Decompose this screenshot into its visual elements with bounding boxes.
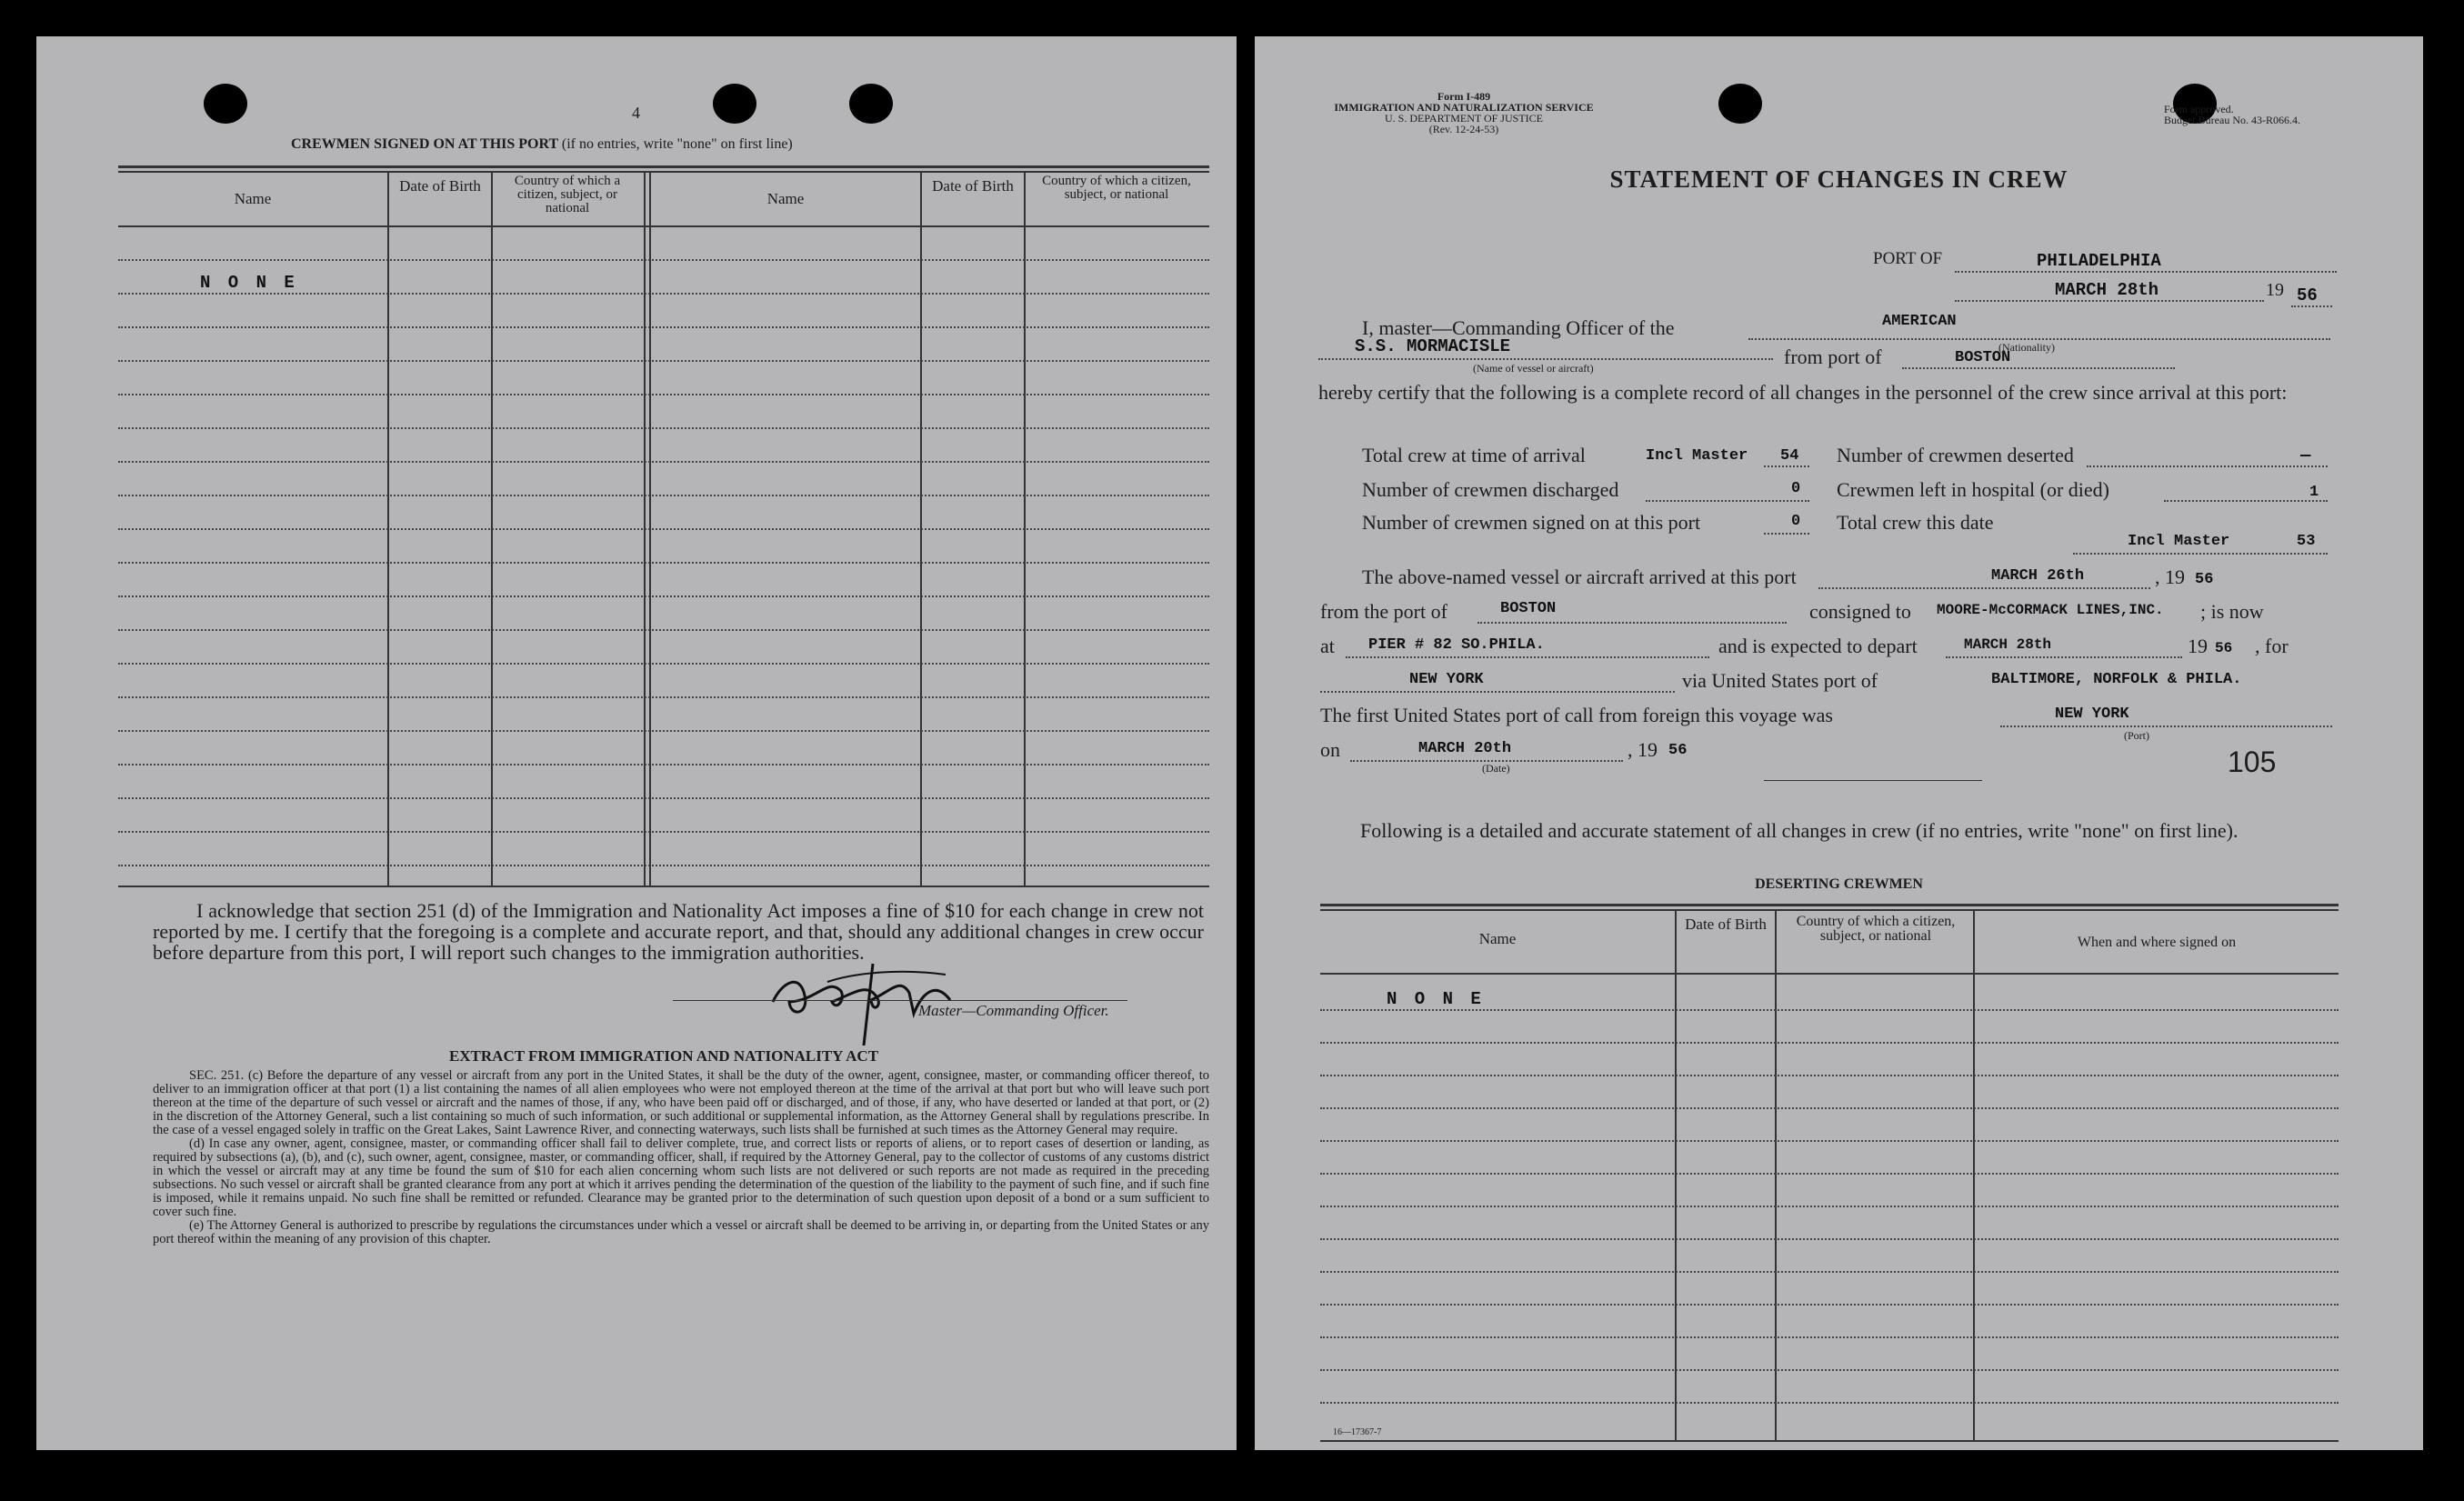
crew-on-entry: N O N E (200, 273, 298, 293)
certify-text: hereby certify that the following is a complete record of all changes in the personnel of the crew since arrival at this port: (1318, 381, 2288, 404)
discharged-label: Number of crewmen discharged (1362, 478, 1619, 501)
revision: (Rev. 12-24-53) (1428, 123, 1499, 135)
col-name-header: Name (234, 190, 272, 207)
port-caption: (Port) (2124, 729, 2149, 742)
acknowledgement-text: I acknowledge that section 251 (d) of the Immigration and Nationality Act imposes a fine of $10 for each change in crew not reported by me. I certify that the foregoing is a complete and accurate report, and that, should any additional changes in crew occur before departure from this port, I will report such changes to the immigration authorities. (153, 899, 1204, 964)
approval-note (2164, 104, 2300, 125)
col-country-header-2: Country of which a citizen, subject, or national (1042, 174, 1191, 202)
depart-label: and is expected to depart (1718, 635, 1918, 657)
on-date: MARCH 20th (1418, 740, 1512, 757)
punch-hole (713, 84, 756, 124)
port-value: PHILADELPHIA (2037, 251, 2161, 271)
depart-date: MARCH 28th (1964, 636, 2052, 653)
extract-title: EXTRACT FROM IMMIGRATION AND NATIONALITY ACT (448, 1047, 879, 1065)
arrived-year: 56 (2195, 571, 2214, 588)
via-value: BALTIMORE, NORFOLK & PHILA. (1991, 671, 2242, 688)
total-date-label: Total crew this date (1837, 511, 1994, 534)
form-approved: Form approved. (2164, 103, 2234, 115)
budget-bureau: Budget Bureau No. 43-R066.4. (2164, 114, 2300, 126)
from-port2-value: BOSTON (1500, 600, 1557, 617)
master-signature (718, 946, 1064, 1046)
arrived-text: The above-named vessel or aircraft arrived at this port (1362, 565, 1797, 588)
desert-col-country: Country of which a citizen, subject, or national (1796, 914, 1956, 944)
right-page: Form I-489 IMMIGRATION AND NATURALIZATION SERVICE U. S. DEPARTMENT OF JUSTICE (Rev. 12-24-53) Form approved. Budget Bureau No. 43-R066.4. STATEMENT OF CHANGES IN CREW PORT OF PHILADELPHIA MARCH 28th 19 56 I, master—Commanding Officer of the AMERICAN (Nationality) S.S. MORMACISLE (Name of vessel or aircraft) from port of BOSTON hereby certify that the following is a complete record of all changes in the personnel of the crew since arrival at this port: Total crew at time of arrival Incl Master 54 Number of crewmen discharged 0 Number of crewmen signed on at this port 0 Number of crewmen deserted — Crewmen left in hospital (or died) 1 Total crew this date Incl Master 53 The above-named vessel or aircraft arrived at this port MARCH 26th , 19 56 from the port of BOSTON consigned to MOORE-McCORMACK LINES,INC. ; is now at PIER # 82 SO.PHILA. and is expected to depart MARCH 28th 19 56 , for NEW YORK via United States port of BALTIMORE, NORFOLK & PHILA. The first United States port of call from foreign this voyage was NEW YORK (Port) on MARCH 20th (Date) , 19 56 105 Following is a detailed and accurate statement of all changes in crew (if no entries, write "none" on first line). DESERTING CREWMEN Name Date of Birth Country of which a citizen, subject, or national When and where signed on N O N E 16—17367-7 (1255, 36, 2423, 1450)
department-name: U. S. DEPARTMENT OF JUSTICE (1385, 112, 1543, 125)
signed-on-label: Number of crewmen signed on at this port (1362, 511, 1701, 534)
footer-code: 16—17367-7 (1333, 1427, 1382, 1437)
vessel-value: S.S. MORMACISLE (1355, 336, 1511, 356)
is-now: ; is now (2200, 600, 2264, 623)
total-arrival-value: Incl Master (1646, 447, 1748, 465)
extract-section-e: (e) The Attorney General is authorized to prescribe by regulations the circumstances under which a vessel or aircraft shall be deemed to be arriving in, or departing from the United States or any port thereof within the meaning of any provision of this chapter. (153, 1218, 1209, 1246)
from-port2-label: from the port of (1320, 600, 1447, 623)
crew-on-title: CREWMEN SIGNED ON AT THIS PORT (if no entries, write "none" on first line) (291, 136, 793, 152)
extract-body (153, 1069, 1209, 1246)
consigned-value: MOORE-McCORMACK LINES,INC. (1937, 602, 2164, 618)
following-text: Following is a detailed and accurate statement of all changes in crew (if no entries, write "none" on first line). (1360, 819, 2239, 842)
total-arrival-number: 54 (1780, 447, 1799, 465)
agency-name: IMMIGRATION AND NATURALIZATION SERVICE (1334, 101, 1594, 114)
first-port-value: NEW YORK (2055, 705, 2129, 723)
form-title: STATEMENT OF CHANGES IN CREW (1609, 165, 2068, 193)
desert-col-when: When and where signed on (2077, 935, 2237, 950)
punch-hole (204, 84, 247, 124)
port-of-label: PORT OF (1873, 249, 1943, 268)
extract-section-c: SEC. 251. (c) Before the departure of any vessel or aircraft from any port in the United States, it shall be the duty of the owner, agent, consignee, master, or commanding officer thereof, to deliver to an immigration officer at that port (1) a list containing the names of all alien employees who were not employed thereon at the time of the arrival at that port but who will leave such port thereon at the time of the departure of such vessel or aircraft and the names of those, if any, who have been paid off or discharged, and of those, if any, who have deserted or landed at that port, or (2) in the discretion of the Attorney General, such a list containing so much of such information, or such additional or supplemental information, as the Attorney General shall by regulations prescribe. In the case of a vessel engaged solely in traffic on the Great Lakes, Saint Lawrence River, and connecting waterways, such lists shall be furnished at such times as the Attorney General may require. (153, 1068, 1209, 1137)
extract-section-d: (d) In case any owner, agent, consignee, master, or commanding officer shall fail to deliver complete, true, and correct lists or reports of aliens, or to report cases of desertion or landing, as required by subsections (a), (b), and (c), such owner, agent, consignee, master, or commanding officer, shall, if required by the Attorney General, pay to the collector of customs of any customs district in which the vessel or aircraft may at any time be found the sum of $10 for each alien concerning whom such lists are not delivered or such reports are not made as required in the preceding subsections. No such vessel or aircraft shall be granted clearance from any port at which it arrives pending the determination of the question of the liability to the payment of such fine, and if such fine is imposed, while it remains unpaid. No such fine shall be remitted or refunded. Clearance may be granted prior to the determination of such question upon deposit of a bond or a sum sufficient to cover such fine. (153, 1136, 1209, 1219)
col-dob-header-2: Date of Birth (932, 177, 1014, 195)
page-number: 4 (632, 104, 640, 122)
signature-caption: Master—Commanding Officer. (918, 1002, 1109, 1019)
col-country-header: Country of which a citizen, subject, or national (514, 174, 621, 215)
form-header (1309, 91, 1618, 135)
arrived-date: MARCH 26th (1991, 567, 2085, 585)
year-value: 56 (2297, 285, 2318, 305)
hospital-label: Crewmen left in hospital (or died) (1837, 478, 2109, 501)
desert-col-dob: Date of Birth (1685, 916, 1767, 933)
col-name-header-2: Name (766, 190, 805, 207)
deserting-title: DESERTING CREWMEN (1755, 876, 1923, 892)
date-value: MARCH 28th (2055, 280, 2159, 300)
for-label: , for (2255, 635, 2289, 657)
hospital-value: 1 (2309, 484, 2319, 501)
depart-year: 56 (2215, 640, 2233, 656)
punch-hole (849, 84, 893, 124)
on-label: on (1320, 738, 1340, 761)
date-caption: (Date) (1482, 762, 1510, 775)
at-label: at (1320, 635, 1335, 657)
discharged-value: 0 (1791, 480, 1801, 497)
via-label: via United States port of (1682, 669, 1878, 692)
nationality-value: AMERICAN (1882, 313, 1957, 330)
master-text: I, master—Commanding Officer of the (1362, 316, 1675, 339)
punch-hole (1718, 84, 1762, 124)
first-port-text: The first United States port of call from foreign this voyage was (1320, 704, 1833, 726)
from-port-label: from port of (1784, 345, 1882, 368)
consigned-label: consigned to (1809, 600, 1911, 623)
vessel-label: (Name of vessel or aircraft) (1473, 362, 1594, 375)
year-prefix: 19 (2266, 280, 2284, 300)
page-count: 105 (2228, 745, 2277, 778)
nationality-label: (Nationality) (1998, 341, 2055, 354)
destination-value: NEW YORK (1409, 671, 1484, 688)
left-page (36, 36, 1237, 1450)
deserting-entry: N O N E (1387, 989, 1485, 1009)
col-dob-header: Date of Birth (399, 177, 481, 195)
total-date-value: Incl Master (2128, 533, 2230, 550)
signed-on-value: 0 (1791, 513, 1801, 530)
from-port-value: BOSTON (1955, 349, 2011, 366)
form-number: Form I-489 (1437, 90, 1491, 103)
at-value: PIER # 82 SO.PHILA. (1368, 636, 1545, 654)
total-arrival-label: Total crew at time of arrival (1362, 444, 1586, 466)
deserted-label: Number of crewmen deserted (1837, 444, 2074, 466)
on-year: 56 (1668, 742, 1688, 759)
deserted-value: — (2300, 445, 2311, 465)
total-date-number: 53 (2297, 533, 2316, 550)
desert-col-name: Name (1478, 930, 1517, 947)
